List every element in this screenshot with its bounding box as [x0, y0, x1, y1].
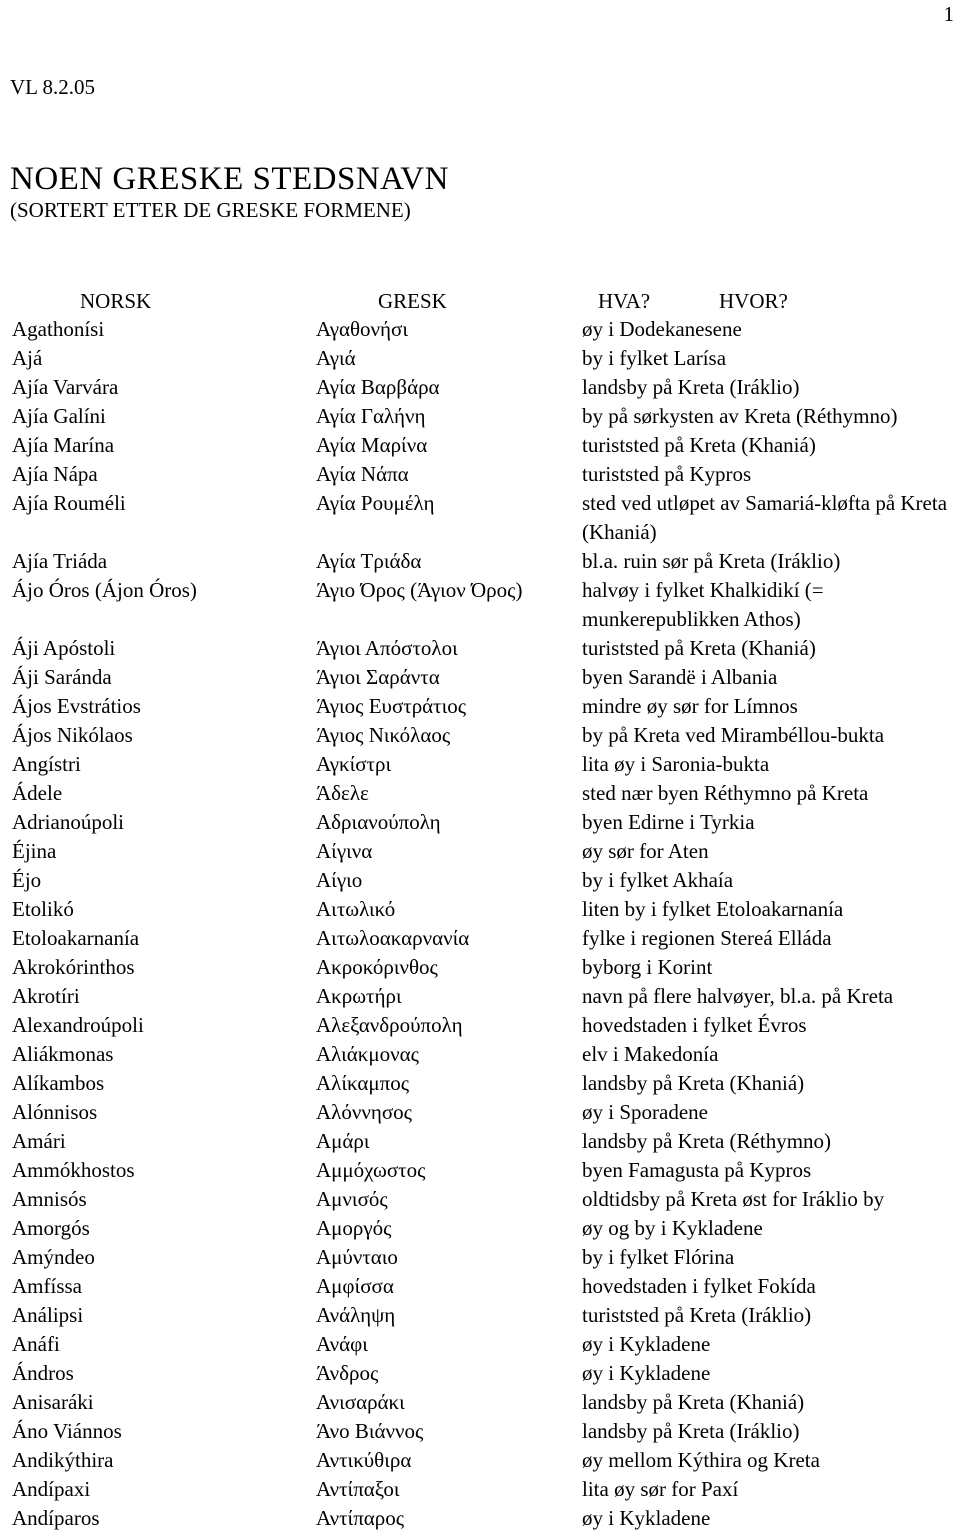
cell-norsk: Áji Saránda — [12, 665, 112, 689]
cell-hva: byen Famagusta på Kypros — [582, 1158, 812, 1182]
cell-gresk: Ανάληψη — [316, 1303, 396, 1327]
cell-norsk: Amýndeo — [12, 1245, 95, 1269]
cell-gresk: Αντικύθιρα — [316, 1448, 412, 1472]
cell-norsk: Anisaráki — [12, 1390, 94, 1414]
cell-gresk: Ανισαράκι — [316, 1390, 405, 1414]
cell-norsk: Amfíssa — [12, 1274, 82, 1298]
cell-hva: byen Sarandë i Albania — [582, 665, 778, 689]
cell-norsk: Etolikó — [12, 897, 74, 921]
cell-gresk: Ακροκόρινθος — [316, 955, 438, 979]
table-header — [0, 288, 960, 314]
table-row — [0, 460, 960, 489]
table-row — [0, 315, 960, 344]
cell-norsk: Akrotíri — [12, 984, 80, 1008]
table-row — [0, 402, 960, 431]
header-norsk: NORSK — [80, 289, 152, 313]
cell-norsk: Ammókhostos — [12, 1158, 135, 1182]
cell-hva: hovedstaden i fylket Fokída — [582, 1274, 816, 1298]
cell-hva: øy i Kykladene — [582, 1332, 711, 1356]
table-row — [0, 895, 960, 924]
table-row — [0, 1359, 960, 1388]
table-row — [0, 1330, 960, 1359]
cell-hva: navn på flere halvøyer, bl.a. på Kreta — [582, 984, 894, 1008]
cell-gresk: Άνδρος — [316, 1361, 379, 1385]
cell-gresk: Ακρωτήρι — [316, 984, 402, 1008]
cell-gresk: Αγία Ρουμέλη — [316, 491, 435, 515]
table-row — [0, 547, 960, 576]
table-row — [0, 1417, 960, 1446]
cell-hva: landsby på Kreta (Iráklio) — [582, 375, 800, 399]
header-hva: HVA? — [598, 289, 651, 313]
cell-norsk: Ájo Óros (Ájon Óros) — [12, 578, 197, 602]
cell-norsk: Amári — [12, 1129, 66, 1153]
table-row — [0, 431, 960, 460]
table-row — [0, 1185, 960, 1214]
cell-norsk: Ájos Nikólaos — [12, 723, 133, 747]
cell-norsk: Etoloakarnanía — [12, 926, 140, 950]
cell-norsk: Agathonísi — [12, 317, 105, 341]
table-row — [0, 1446, 960, 1475]
table-row — [0, 1243, 960, 1272]
cell-gresk: Άδελε — [316, 781, 369, 805]
cell-norsk: Alexandroúpoli — [12, 1013, 144, 1037]
cell-hva: lita øy sør for Paxí — [582, 1477, 739, 1501]
table-row — [0, 721, 960, 750]
cell-hva: bl.a. ruin sør på Kreta (Iráklio) — [582, 549, 841, 573]
cell-norsk: Aliákmonas — [12, 1042, 114, 1066]
cell-norsk: Ajía Nápa — [12, 462, 98, 486]
cell-hva: by på sørkysten av Kreta (Réthymno) — [582, 404, 898, 428]
cell-norsk: Amorgós — [12, 1216, 90, 1240]
cell-gresk: Αγία Βαρβάρα — [316, 375, 440, 399]
cell-gresk: Άγιος Ευστράτιος — [316, 694, 467, 718]
cell-norsk: Alíkambos — [12, 1071, 105, 1095]
cell-gresk: Αίγινα — [316, 839, 373, 863]
cell-norsk: Ajía Rouméli — [12, 491, 126, 515]
cell-norsk: Ájos Evstrátios — [12, 694, 141, 718]
cell-norsk: Áno Viánnos — [12, 1419, 122, 1443]
cell-gresk: Αδριανούπολη — [316, 810, 441, 834]
cell-gresk: Αγκίστρι — [316, 752, 392, 776]
cell-gresk: Αμφίσσα — [316, 1274, 394, 1298]
cell-hva: turiststed på Kreta (Khaniá) — [582, 433, 816, 457]
cell-hva: fylke i regionen Stereá Elláda — [582, 926, 832, 950]
cell-hva: turiststed på Kreta (Khaniá) — [582, 636, 816, 660]
cell-norsk: Andípaxi — [12, 1477, 91, 1501]
cell-gresk: Αλόννησος — [316, 1100, 412, 1124]
cell-hva: mindre øy sør for Límnos — [582, 694, 798, 718]
cell-gresk: Άγιος Νικόλαος — [316, 723, 451, 747]
cell-gresk: Αλιάκμονας — [316, 1042, 419, 1066]
cell-hva: turiststed på Kreta (Iráklio) — [582, 1303, 812, 1327]
table-row — [0, 489, 960, 547]
cell-gresk: Αιτωλοακαρνανία — [316, 926, 470, 950]
cell-gresk: Άγιοι Απόστολοι — [316, 636, 458, 660]
cell-gresk: Αγιά — [316, 346, 356, 370]
cell-gresk: Αγία Νάπα — [316, 462, 409, 486]
cell-gresk: Ανάφι — [316, 1332, 368, 1356]
table-row — [0, 1069, 960, 1098]
cell-hva: byen Edirne i Tyrkia — [582, 810, 755, 834]
table-row — [0, 982, 960, 1011]
cell-gresk: Αίγιο — [316, 868, 363, 892]
cell-norsk: Ajía Marína — [12, 433, 115, 457]
table-row — [0, 1098, 960, 1127]
document-title: NOEN GRESKE STEDSNAVN — [10, 161, 449, 197]
cell-hva: landsby på Kreta (Khaniá) — [582, 1390, 805, 1414]
cell-norsk: Adrianoúpoli — [12, 810, 124, 834]
cell-norsk: Análipsi — [12, 1303, 84, 1327]
cell-gresk: Αλεξανδρούπολη — [316, 1013, 463, 1037]
cell-gresk: Αμάρι — [316, 1129, 370, 1153]
document-date: VL 8.2.05 — [10, 75, 95, 99]
cell-gresk: Αντίπαξοι — [316, 1477, 400, 1501]
place-name-table — [0, 315, 960, 1533]
cell-hva: sted ved utløpet av Samariá-kløfta på Kreta (Khaniá) — [582, 491, 948, 544]
cell-norsk: Alónnisos — [12, 1100, 98, 1124]
cell-hva: landsby på Kreta (Réthymno) — [582, 1129, 832, 1153]
table-row — [0, 808, 960, 837]
table-row — [0, 1504, 960, 1533]
cell-hva: sted nær byen Réthymno på Kreta — [582, 781, 869, 805]
cell-gresk: Αγαθονήσι — [316, 317, 409, 341]
table-row — [0, 750, 960, 779]
table-row — [0, 924, 960, 953]
table-row — [0, 953, 960, 982]
cell-hva: by på Kreta ved Mirambéllou-bukta — [582, 723, 885, 747]
cell-gresk: Αλίκαμπος — [316, 1071, 410, 1095]
cell-norsk: Ajá — [12, 346, 43, 370]
cell-hva: by i fylket Flórina — [582, 1245, 735, 1269]
table-row — [0, 779, 960, 808]
cell-hva: øy og by i Kykladene — [582, 1216, 763, 1240]
cell-gresk: Άγιο Όρος (Άγιον Όρος) — [316, 578, 523, 602]
cell-hva: elv i Makedonía — [582, 1042, 719, 1066]
cell-hva: liten by i fylket Etoloakarnanía — [582, 897, 844, 921]
cell-hva: landsby på Kreta (Khaniá) — [582, 1071, 805, 1095]
cell-norsk: Éjina — [12, 839, 57, 863]
cell-gresk: Αγία Τριάδα — [316, 549, 422, 573]
cell-norsk: Ádele — [12, 781, 63, 805]
table-row — [0, 1127, 960, 1156]
cell-norsk: Ajía Galíni — [12, 404, 106, 428]
table-row — [0, 1214, 960, 1243]
table-row — [0, 373, 960, 402]
cell-norsk: Andikýthira — [12, 1448, 114, 1472]
table-row — [0, 837, 960, 866]
cell-gresk: Αμμόχωστος — [316, 1158, 426, 1182]
cell-norsk: Akrokórinthos — [12, 955, 135, 979]
table-row — [0, 1040, 960, 1069]
header-hvor: HVOR? — [719, 289, 788, 313]
header-gresk: GRESK — [378, 289, 447, 313]
cell-norsk: Angístri — [12, 752, 81, 776]
cell-hva: øy i Kykladene — [582, 1506, 711, 1530]
page-number: 1 — [943, 2, 954, 26]
cell-hva: øy i Dodekanesene — [582, 317, 742, 341]
table-row — [0, 866, 960, 895]
cell-gresk: Αγία Γαλήνη — [316, 404, 426, 428]
cell-hva: øy i Kykladene — [582, 1361, 711, 1385]
table-row — [0, 1156, 960, 1185]
cell-hva: turiststed på Kypros — [582, 462, 752, 486]
cell-hva: øy i Sporadene — [582, 1100, 708, 1124]
cell-hva: øy mellom Kýthira og Kreta — [582, 1448, 820, 1472]
cell-hva: øy sør for Aten — [582, 839, 709, 863]
cell-gresk: Αγία Μαρίνα — [316, 433, 428, 457]
cell-gresk: Αμνισός — [316, 1187, 388, 1211]
cell-gresk: Αιτωλικό — [316, 897, 396, 921]
cell-hva: landsby på Kreta (Iráklio) — [582, 1419, 800, 1443]
cell-norsk: Ándros — [12, 1361, 74, 1385]
table-row — [0, 1011, 960, 1040]
table-row — [0, 1475, 960, 1504]
cell-hva: by i fylket Akhaía — [582, 868, 734, 892]
cell-norsk: Áji Apóstoli — [12, 636, 116, 660]
cell-norsk: Amnisós — [12, 1187, 87, 1211]
table-row — [0, 663, 960, 692]
cell-gresk: Αντίπαρος — [316, 1506, 405, 1530]
cell-norsk: Anáfi — [12, 1332, 60, 1356]
cell-norsk: Ajía Varvára — [12, 375, 119, 399]
table-row — [0, 692, 960, 721]
table-row — [0, 344, 960, 373]
cell-gresk: Αμύνταιο — [316, 1245, 398, 1269]
cell-gresk: Άνο Βιάννος — [316, 1419, 424, 1443]
cell-norsk: Ajía Triáda — [12, 549, 108, 573]
document-subtitle: (SORTERT ETTER DE GRESKE FORMENE) — [10, 198, 411, 222]
table-row — [0, 1388, 960, 1417]
cell-norsk: Éjo — [12, 868, 42, 892]
table-row — [0, 1301, 960, 1330]
cell-hva: lita øy i Saronia-bukta — [582, 752, 770, 776]
cell-hva: byborg i Korint — [582, 955, 713, 979]
table-row — [0, 634, 960, 663]
cell-norsk: Andíparos — [12, 1506, 100, 1530]
cell-gresk: Άγιοι Σαράντα — [316, 665, 440, 689]
cell-hva: halvøy i fylket Khalkidikí (= munkerepublikken Athos) — [582, 578, 824, 631]
cell-hva: by i fylket Larísa — [582, 346, 727, 370]
table-row — [0, 576, 960, 634]
cell-gresk: Αμοργός — [316, 1216, 392, 1240]
cell-hva: oldtidsby på Kreta øst for Iráklio by — [582, 1187, 885, 1211]
table-row — [0, 1272, 960, 1301]
cell-hva: hovedstaden i fylket Évros — [582, 1013, 807, 1037]
